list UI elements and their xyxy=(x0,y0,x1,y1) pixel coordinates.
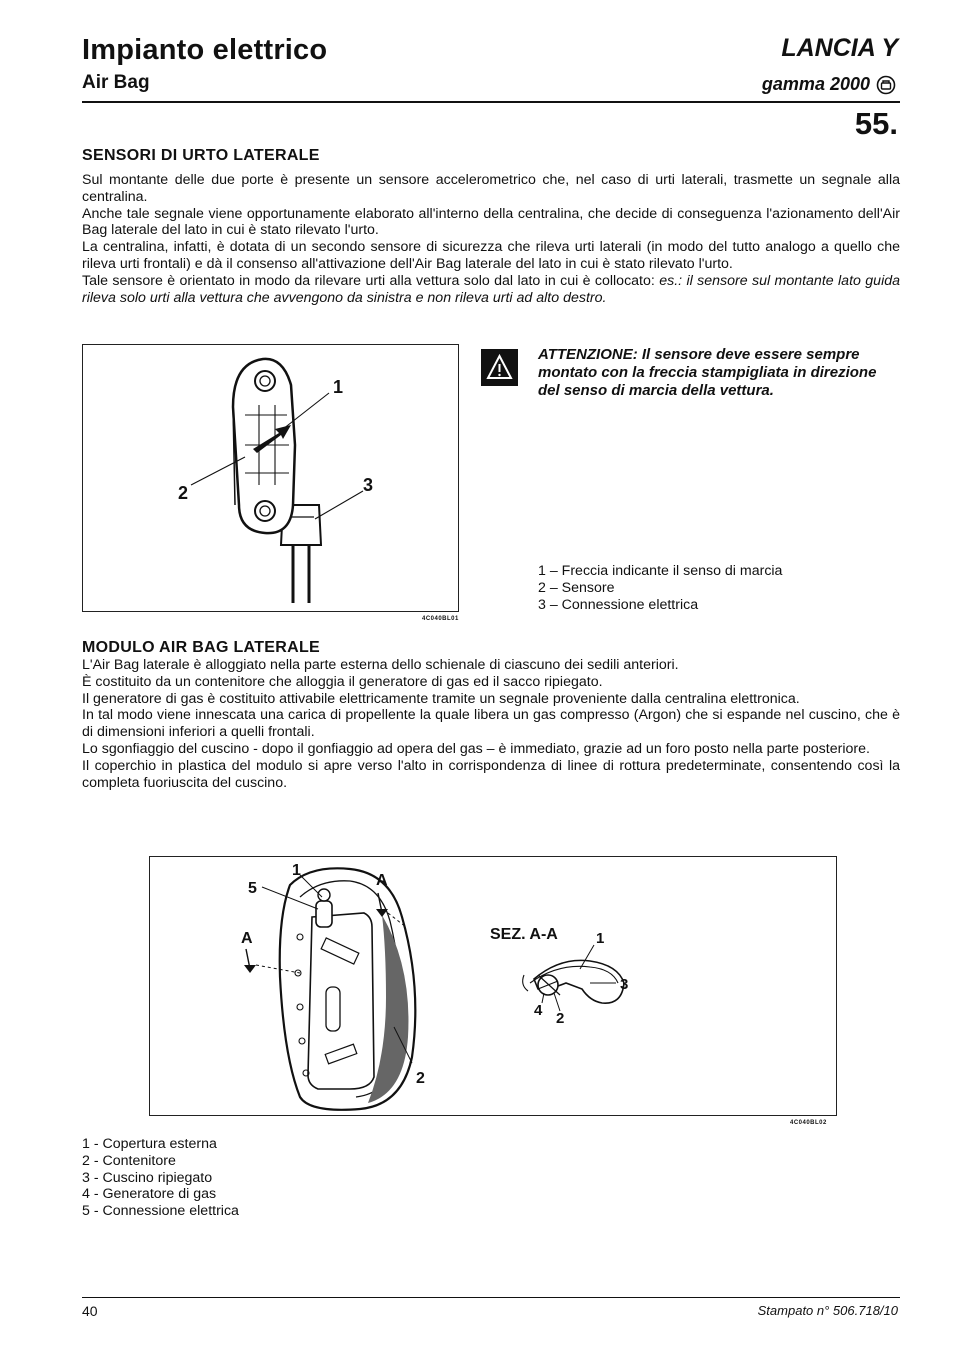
legend-item: 5 - Connessione elettrica xyxy=(82,1203,239,1220)
page-title: Impianto elettrico xyxy=(82,34,328,66)
callout-2: 2 xyxy=(178,483,189,503)
side-impact-sensor-drawing xyxy=(83,345,458,611)
callout-2: 2 xyxy=(416,1070,425,1087)
section-label: SEZ. A-A xyxy=(490,926,558,943)
paragraph: In tal modo viene innescata una carica di propellente la quale libera un gas compresso (Argon) che si espande nel cuscino, che è di dimensioni inferiori a quelli frontali. xyxy=(82,707,900,741)
section-callout-1: 1 xyxy=(596,930,605,947)
callout-a-top: A xyxy=(376,872,388,889)
section-title-module: MODULO AIR BAG LATERALE xyxy=(82,639,320,656)
section-module-text xyxy=(82,657,900,791)
legend-item: 3 - Cuscino ripiegato xyxy=(82,1169,213,1186)
airbag-module-figure xyxy=(149,856,837,1116)
legend-item: 2 - Contenitore xyxy=(82,1152,176,1169)
warning-icon xyxy=(481,349,518,386)
paragraph: Anche tale segnale viene opportunamente elaborato all'interno della centralina, che decide di conseguenza l'azionamento dell'Air Bag laterale del lato in cui è stato rilevato l'urto. xyxy=(82,205,900,239)
section-callout-3: 3 xyxy=(620,976,629,993)
callout-1: 1 xyxy=(292,862,301,879)
paragraph: La centralina, infatti, è dotata di un secondo sensore di sicurezza che rileva urti laterali (in modo del tutto analogo a quello che rileva urti frontali) e dà il consenso all'attivazione dell'Air Bag laterale del lato in cui è stato rilevato l'urto. xyxy=(82,239,900,272)
legend-item: 1 – Freccia indicante il senso di marcia xyxy=(538,563,783,579)
page-number: 40 xyxy=(82,1303,98,1319)
range-text: gamma 2000 xyxy=(761,74,870,94)
paragraph: L'Air Bag laterale è alloggiato nella parte esterna dello schienale di ciascuno dei sedili anteriori. xyxy=(82,657,679,673)
paragraph-example: es.: il sensore sul montante lato guida rileva solo urti alla vettura che avvengono da sinistra e non rileva urti ad alto destro. xyxy=(82,272,900,306)
paragraph: È costituito da un contenitore che alloggia il generatore di gas ed il sacco ripiegato. xyxy=(82,673,603,690)
footer-rule xyxy=(82,1297,900,1298)
paragraph: Il generatore di gas è costituito attivabile elettricamente tramite un segnale proveniente dalla centralina elettronica. xyxy=(82,690,800,707)
section-callout-4: 4 xyxy=(534,1002,543,1019)
legend-item: 2 – Sensore xyxy=(538,579,615,596)
paragraph-start: Tale sensore è orientato in modo da rilevare urti alla vettura solo dal lato in cui è collocato: xyxy=(82,272,660,289)
figure-code: 4C040BL01 xyxy=(422,616,459,622)
callout-a-left: A xyxy=(241,930,253,947)
section-title-sensors: SENSORI DI URTO LATERALE xyxy=(82,147,320,164)
brand-label: LANCIA Y xyxy=(781,34,898,62)
paragraph: Il coperchio in plastica del modulo si apre verso l'alto in corrispondenza di linee di rottura predeterminate, consentendo così la completa fuoriuscita del cuscino. xyxy=(82,757,900,791)
page-subtitle: Air Bag xyxy=(82,72,150,93)
legend-item: 3 – Connessione elettrica xyxy=(538,596,699,613)
paragraph: Lo sgonfiaggio del cuscino - dopo il gonfiaggio ad opera del gas – è immediato, grazie ad un foro posto nella parte posteriore. xyxy=(82,740,870,757)
module-legend xyxy=(82,1136,239,1220)
callout-3: 3 xyxy=(363,475,374,495)
callout-5: 5 xyxy=(248,880,257,897)
legend-item: 1 - Copertura esterna xyxy=(82,1136,217,1152)
sensor-figure xyxy=(82,344,459,612)
range-label xyxy=(762,74,896,95)
petrol-engine-icon xyxy=(876,75,896,95)
paragraph: Sul montante delle due porte è presente un sensore accelerometrico che, nel caso di urti laterali, trasmette un segnale alla centralina. xyxy=(82,172,900,205)
print-reference: Stampato n° 506.718/10 xyxy=(757,1303,898,1318)
airbag-module-drawing xyxy=(150,857,836,1115)
paragraph xyxy=(82,273,900,307)
header-rule xyxy=(82,101,900,103)
section-sensors-text xyxy=(82,172,900,306)
section-callout-2: 2 xyxy=(556,1010,565,1027)
legend-item: 4 - Generatore di gas xyxy=(82,1186,217,1203)
sensor-legend xyxy=(538,563,782,613)
section-code: 55. xyxy=(854,106,898,141)
callout-1: 1 xyxy=(333,377,344,397)
figure-code: 4C040BL02 xyxy=(790,1120,827,1126)
warning-text: ATTENZIONE: Il sensore deve essere sempre montato con la freccia stampigliata in direzione del senso di marcia della vettura. xyxy=(538,346,877,399)
